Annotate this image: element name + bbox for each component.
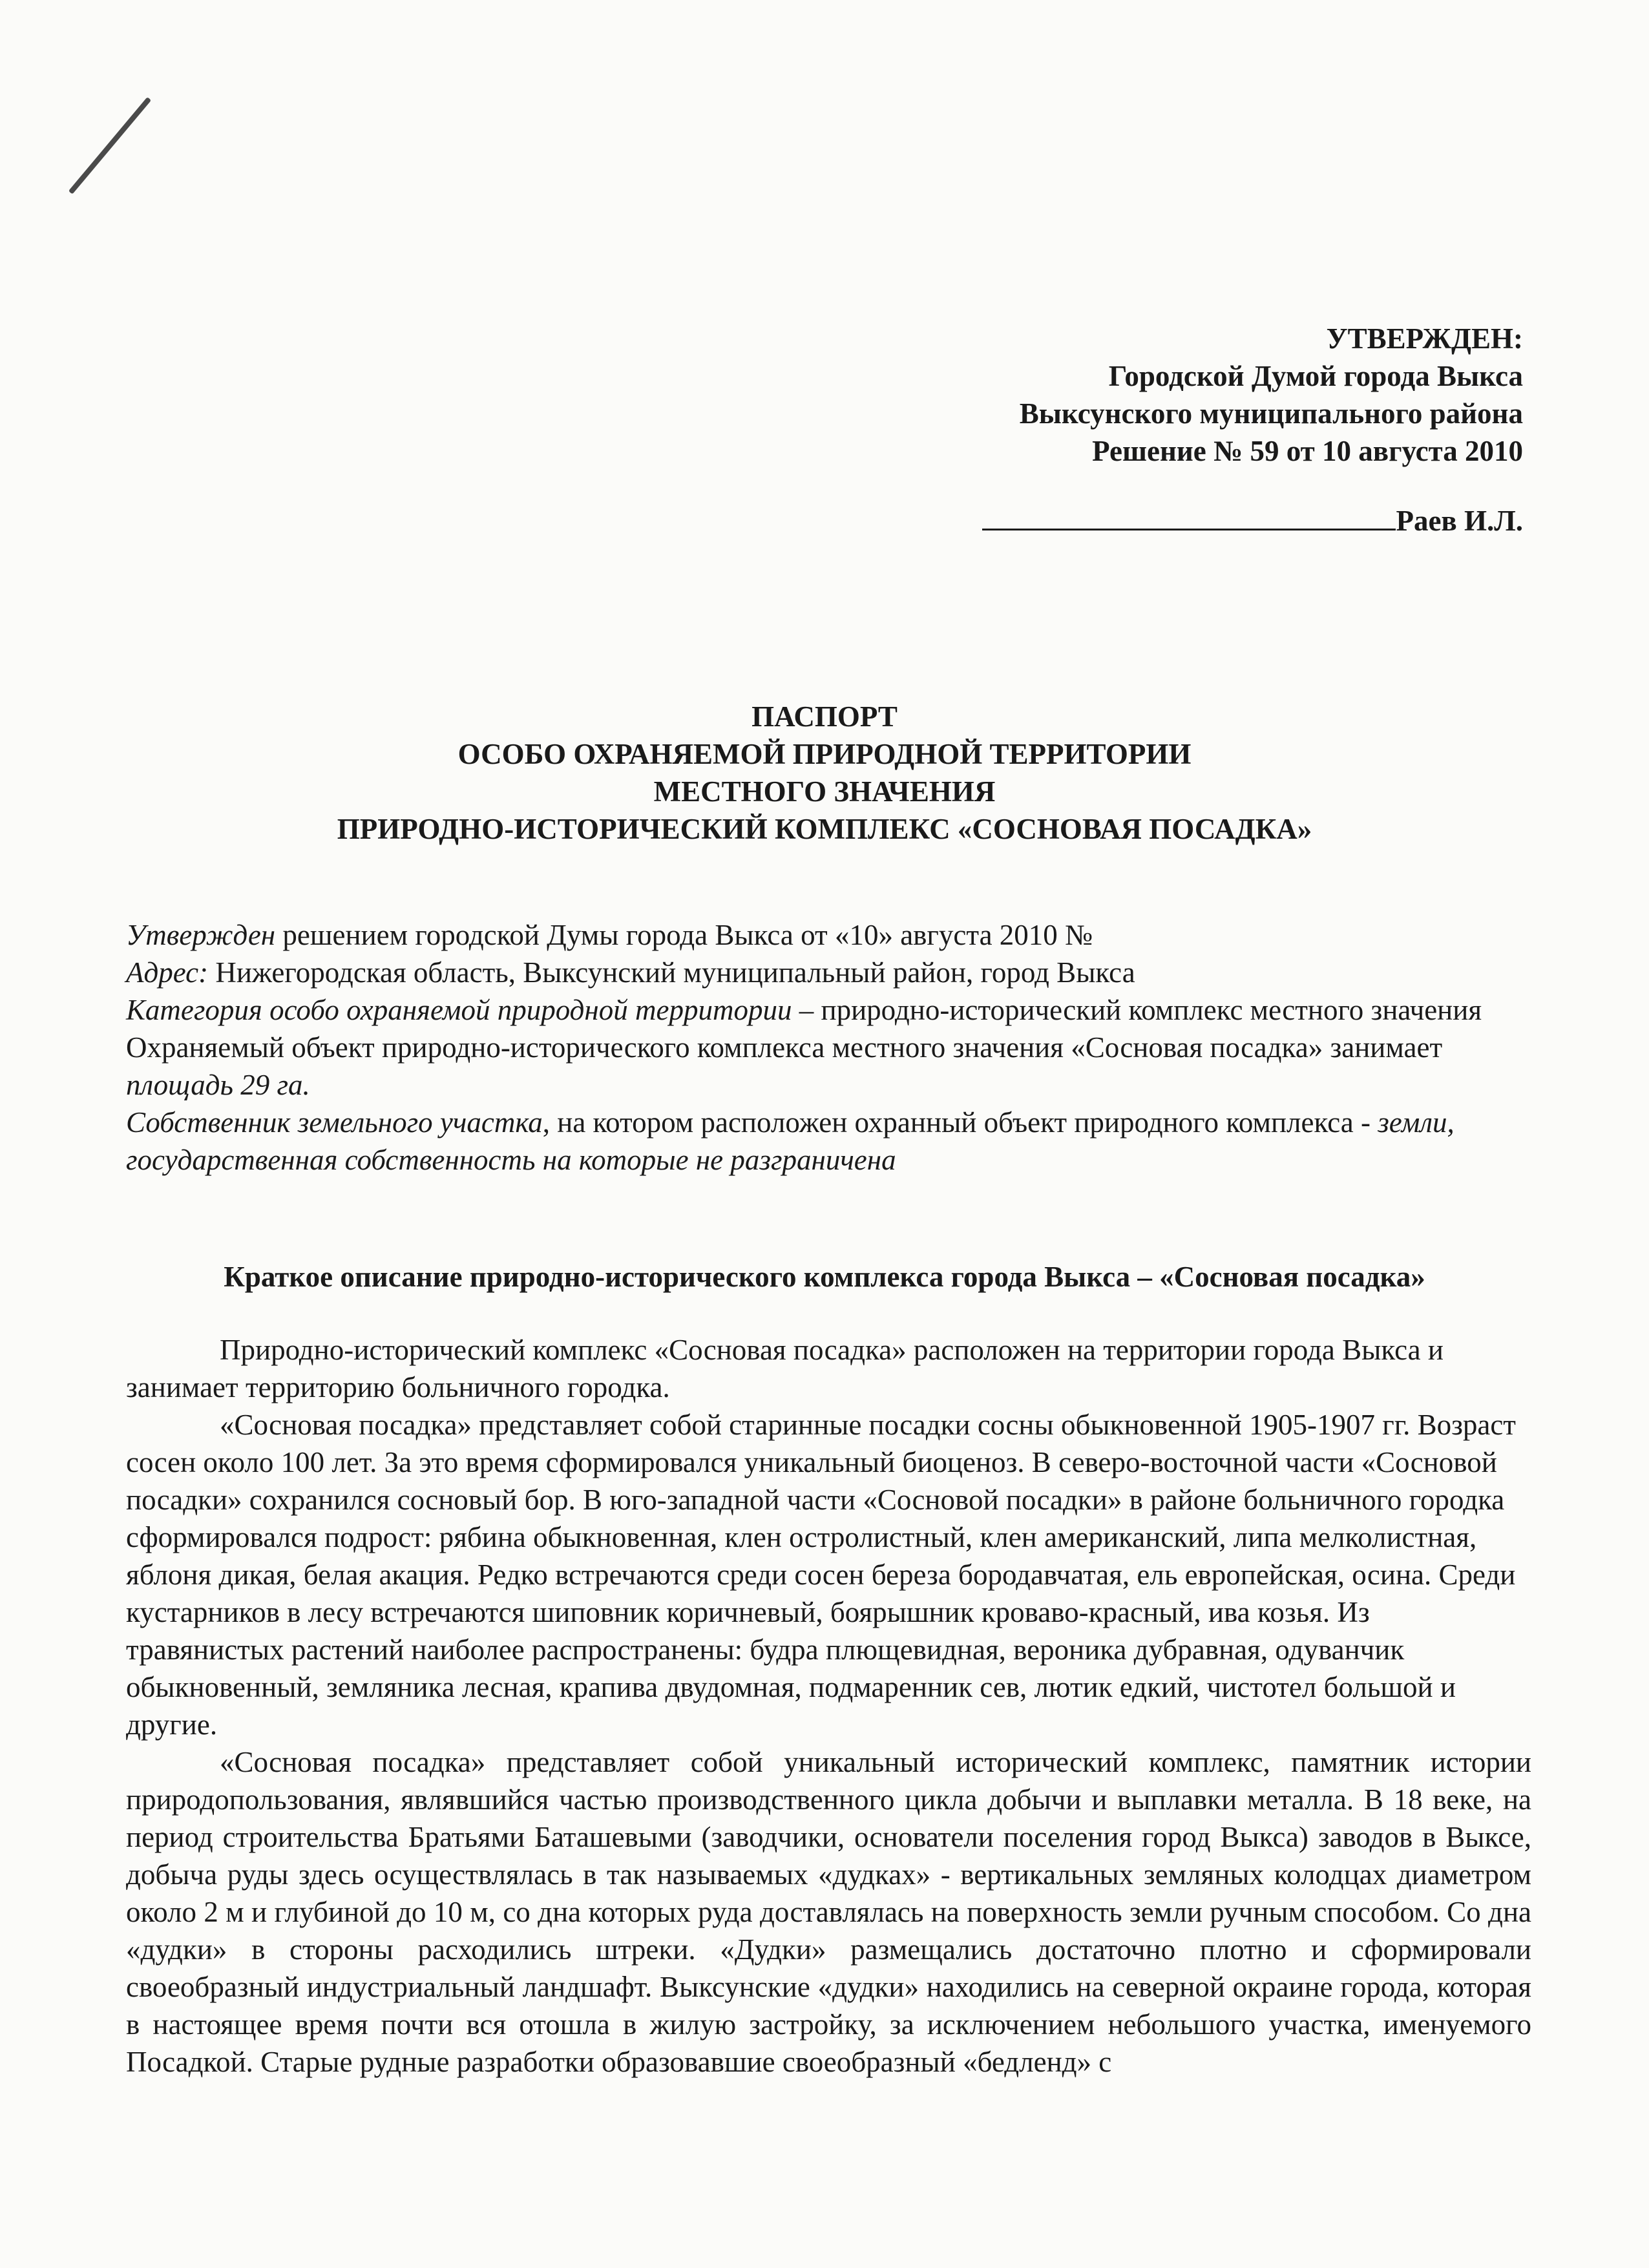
area-text: площадь 29 га. bbox=[126, 1069, 310, 1101]
title-line-1: ПАСПОРТ bbox=[751, 700, 898, 733]
approval-authority: Городской Думой города Выкса bbox=[1108, 360, 1523, 392]
owner-value: земли, государственная собственность на которые не разграничена bbox=[126, 1106, 1455, 1176]
object-text: Охраняемый объект природно-исторического комплекса местного значения «Сосновая посадка» занимает bbox=[126, 1031, 1443, 1064]
description-body bbox=[126, 1331, 1531, 2081]
description-paragraph-2: «Сосновая посадка» представляет собой старинные посадки сосны обыкновенной 1905-1907 гг. Возраст сосен около 100 лет. За это время сформировался уникальный биоценоз. В северо-восточной части «Сосновой посадки» сохранился сосновый бор. В юго-западной части «Сосновой посадки» в районе больничного городка сформировался подрост: рябина обыкновенная, клен остролистный, клен американский, липа мелколистная, яблоня дикая, белая акация. Редко встречаются среди сосен береза бородавчатая, ель европейская, осина. Среди кустарников в лесу встречаются шиповник коричневый, боярышник кроваво-красный, ива козья. Из травянистых растений наиболее распространены: будра плющевидная, вероника дубравная, одуванчик обыкновенный, земляника лесная, крапива двудомная, подмаренник сев, лютик едкий, чистотел большой и другие. bbox=[126, 1409, 1516, 1741]
pen-stroke-mark bbox=[68, 97, 151, 194]
description-paragraph-3: «Сосновая посадка» представляет собой уникальный исторический комплекс, памятник истории природопользования, являвшийся частью производственного цикла добычи и выплавки металла. В 18 веке, на период строительства Братьями Баташевыми (заводчики, основатели поселения город Выкса) заводов в Выксе, добыча руды здесь осуществлялась в так называемых «дудках» - вертикальных земляных колодцах диаметром около 2 м и глубиной до 10 м, со дна которых руда доставлялась на поверхность земли ручным способом. Со дна «дудки» в стороны расходились штреки. «Дудки» размещались достаточно плотно и сформировали своеобразный индустриальный ландшафт. Выксунские «дудки» находились на северной окраине города, которая в настоящее время почти вся отошла в жилую застройку, за исключением небольшого участка, именуемого Посадкой. Старые рудные разработки образовавшие своеобразный «бедленд» с bbox=[126, 1746, 1531, 2078]
address-line bbox=[126, 954, 1535, 991]
address-text: Нижегородская область, Выксунский муниципальный район, город Выкса bbox=[208, 956, 1135, 989]
category-line bbox=[126, 991, 1535, 1029]
owner-line bbox=[126, 1104, 1535, 1179]
description-paragraph-1: Природно-исторический комплекс «Сосновая посадка» расположен на территории города Выкса и занимает территорию больничного городка. bbox=[126, 1334, 1444, 1403]
signature-line bbox=[982, 502, 1523, 540]
signature-blank bbox=[982, 503, 1396, 530]
approved-text: решением городской Думы города Выкса от «10» августа 2010 № bbox=[275, 919, 1093, 951]
title-line-4: ПРИРОДНО-ИСТОРИЧЕСКИЙ КОМПЛЕКС «СОСНОВАЯ ПОСАДКА» bbox=[337, 813, 1312, 845]
title-line-3: МЕСТНОГО ЗНАЧЕНИЯ bbox=[653, 775, 996, 808]
address-label: Адрес: bbox=[126, 956, 209, 989]
object-line bbox=[126, 1029, 1535, 1104]
title-line-2: ОСОБО ОХРАНЯЕМОЙ ПРИРОДНОЙ ТЕРРИТОРИИ bbox=[457, 738, 1192, 770]
signature-name: Раев И.Л. bbox=[1396, 505, 1523, 537]
category-label: Категория особо охраняемой природной территории bbox=[126, 994, 792, 1026]
category-text: – природно-исторический комплекс местного значения bbox=[792, 994, 1482, 1026]
approval-block bbox=[982, 320, 1523, 540]
info-block bbox=[126, 916, 1535, 1179]
document-title bbox=[0, 698, 1649, 848]
owner-text: , на котором расположен охранный объект природного комплекса - bbox=[542, 1106, 1378, 1139]
approval-district: Выксунского муниципального района bbox=[1019, 397, 1523, 430]
description-heading: Краткое описание природно-исторического комплекса города Выкса – «Сосновая посадка» bbox=[224, 1261, 1425, 1293]
approved-label: Утвержден bbox=[126, 919, 276, 951]
owner-label: Собственник земельного участка bbox=[126, 1106, 543, 1139]
approval-decision: Решение № 59 от 10 августа 2010 bbox=[1092, 435, 1523, 467]
approved-line bbox=[126, 916, 1535, 954]
approval-heading: УТВЕРЖДЕН: bbox=[1326, 322, 1523, 355]
